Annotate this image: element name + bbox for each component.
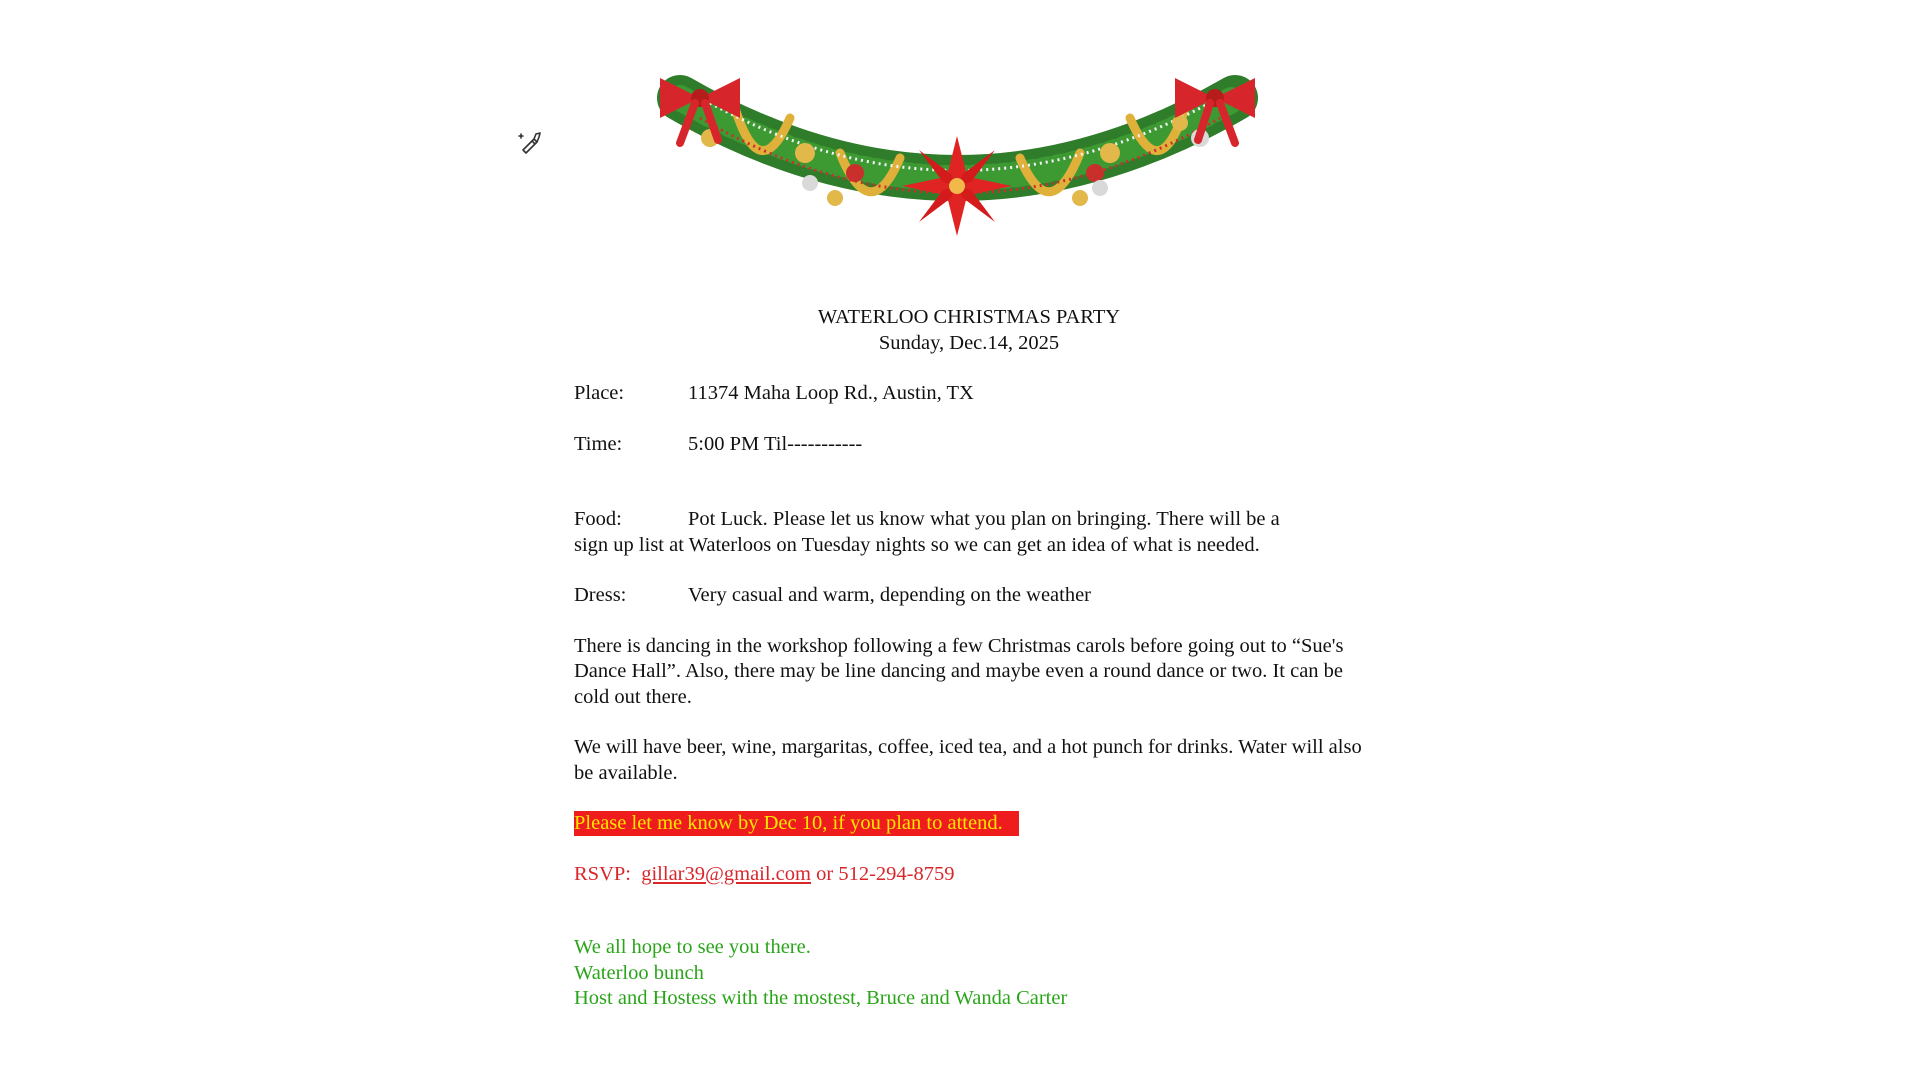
dress-value: Very casual and warm, depending on the weather: [688, 584, 1092, 606]
drinks-paragraph: We will have beer, wine, margaritas, coffee, iced tea, and a hot punch for drinks. Water will also be available.: [574, 736, 1362, 784]
rsvp-deadline-notice: Please let me know by Dec 10, if you plan to attend.: [574, 811, 1019, 836]
food-line2: sign up list at Waterloos on Tuesday nights so we can get an idea of what is needed.: [574, 533, 1260, 556]
dress-label: Dress:: [574, 584, 627, 606]
time-row: [574, 432, 1364, 458]
christmas-garland-image: [640, 58, 1275, 238]
time-value: 5:00 PM Til-----------: [688, 432, 863, 455]
dress-row: [574, 583, 1364, 609]
magic-wand-icon[interactable]: [516, 129, 542, 155]
invitation-document: [574, 305, 1364, 1012]
rsvp-line: [574, 862, 1364, 888]
rsvp-connector: or: [816, 862, 834, 885]
food-label: Food:: [574, 508, 622, 530]
party-date: Sunday, Dec.14, 2025: [878, 331, 1060, 354]
rsvp-phone: 512-294-8759: [838, 862, 955, 885]
closing: [574, 935, 1364, 1012]
dancing-paragraph: There is dancing in the workshop following a few Christmas carols before going out to “Sue's Dance Hall”. Also, there may be line dancing and maybe even a round dance or two. It can be cold out there.: [574, 634, 1344, 708]
rsvp-label: RSVP:: [574, 862, 631, 885]
food-paragraph: [574, 507, 1364, 558]
time-label: Time:: [574, 432, 623, 455]
place-label: Place:: [574, 382, 625, 404]
food-line1: Pot Luck. Please let us know what you plan on bringing. There will be a: [688, 508, 1280, 530]
rsvp-email-link[interactable]: gillar39@gmail.com: [641, 862, 811, 885]
place-value: 11374 Maha Loop Rd., Austin, TX: [688, 382, 974, 404]
party-title: WATERLOO CHRISTMAS PARTY: [817, 306, 1121, 328]
header: [574, 305, 1364, 356]
closing-line1: We all hope to see you there.: [574, 936, 811, 958]
notice-container: [574, 811, 1364, 837]
closing-line2: Waterloo bunch: [574, 961, 704, 984]
place-row: [574, 381, 1364, 407]
closing-line3: Host and Hostess with the mostest, Bruce and Wanda Carter: [574, 987, 1068, 1009]
